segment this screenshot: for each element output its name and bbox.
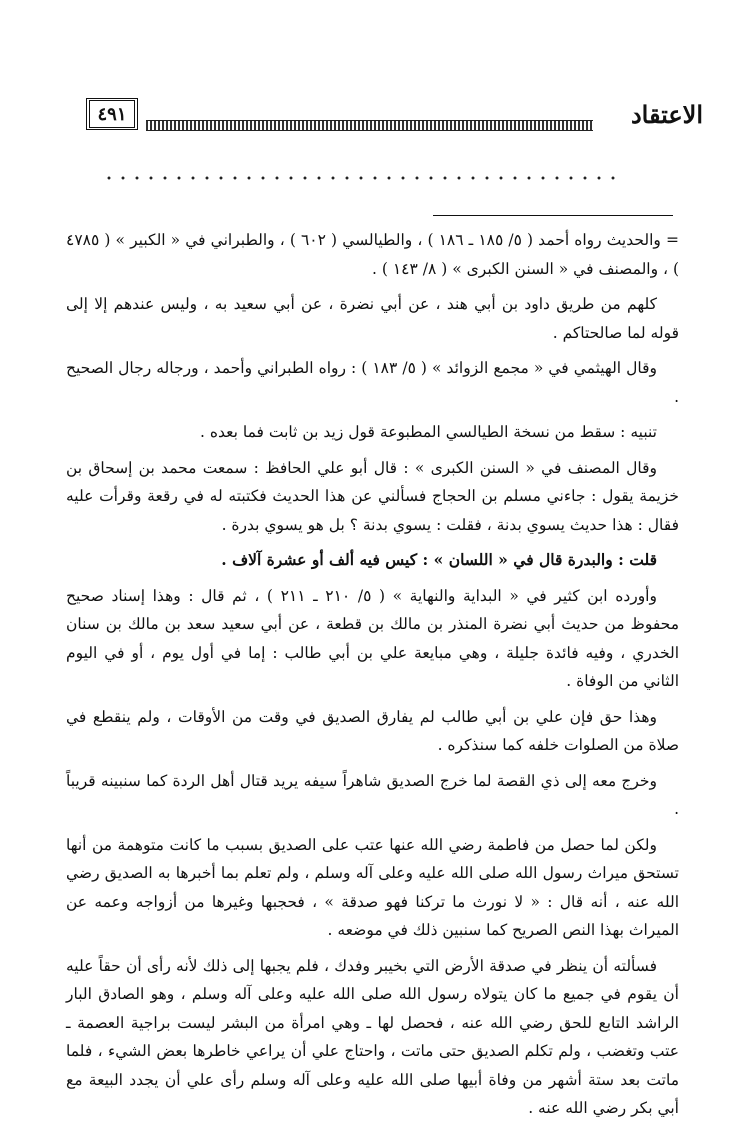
paragraph: ولكن لما حصل من فاطمة رضي الله عنها عتب على الصديق بسبب ما كانت متوهمة من أنها تستحق ميراث رسول الله صلى الله عليه وعلى آله وسلم ، ولم تعلم بما أخبرها به الصديق رضي الله عنه ، أنه قال : « لا نورث ما تركنا فهو صدقة » ، فحجبها وغيرها من أزواجه وعمه عن الميراث بهذا النص الصريح كما سنبين ذلك في موضعه . <box>66 835 679 939</box>
paragraph: قلت : والبدرة قال في « اللسان » : كيس فيه ألف أو عشرة آلاف . <box>221 550 657 569</box>
paragraph: = والحديث رواه أحمد ( ٥/ ١٨٥ ـ ١٨٦ ) ، والطيالسي ( ٦٠٢ ) ، والطبراني في « الكبير » ( ٤٧٨٥ ) ، والمصنف في « السنن الكبرى » ( ٨/ ١٤٣ ) . <box>66 231 679 278</box>
footnote-body <box>66 226 679 1130</box>
paragraph: كلهم من طريق داود بن أبي هند ، عن أبي نضرة ، عن أبي سعيد به ، وليس عندهم إلا إلى قوله لما صالحتاكم . <box>66 295 679 342</box>
paragraph: وقال الهيثمي في « مجمع الزوائد » ( ٥/ ١٨٣ ) : رواه الطبراني وأحمد ، ورجاله رجال الصحيح . <box>66 359 679 406</box>
page-number: ٤٩١ <box>86 98 138 130</box>
paragraph: وأورده ابن كثير في « البداية والنهاية » ( ٥/ ٢١٠ ـ ٢١١ ) ، ثم قال : وهذا إسناد صحيح محفوظ من حديث أبي نضرة المنذر بن مالك بن قطعة ، عن أبي سعيد سعد بن مالك بن سنان الخدري ، وفيه فائدة جليلة ، وهي مبايعة علي بن أبي طالب : إما في أول يوم ، أو في اليوم الثاني من الوفاة . <box>66 586 679 690</box>
paragraph: تنبيه : سقط من نسخة الطيالسي المطبوعة قول زيد بن ثابت فما بعده . <box>200 423 657 441</box>
paragraph: وهذا حق فإن علي بن أبي طالب لم يفارق الصديق في وقت من الأوقات ، ولم ينقطع في صلاة من الصلوات خلفه كما سنذكره . <box>66 707 679 754</box>
dotted-separator <box>102 175 623 181</box>
footnote-rule <box>433 215 673 216</box>
paragraph: وقال المصنف في « السنن الكبرى » : قال أبو علي الحافظ : سمعت محمد بن إسحاق بن خزيمة يقول : جاءني مسلم بن الحجاج فسألني عن هذا الحديث فكتبته له في رقعة وقرأت عليه فقال : هذا حديث يسوي بدنة ، فقلت : يسوي بدنة ؟ بل هو يسوي بدرة . <box>66 458 679 534</box>
header-rule <box>146 120 593 131</box>
paragraph: فسألته أن ينظر في صدقة الأرض التي بخيبر وفدك ، فلم يجبها إلى ذلك لأنه رأى أن حقاً عليه أن يقوم في جميع ما كان يتولاه رسول الله صلى الله عليه وعلى آله وسلم ، وهو الصادق البار الراشد التابع للحق رضي الله عنه ، فحصل لها ـ وهي امرأة من البشر ليست براجية العصمة ـ عتب وتغضب ، ولم تكلم الصديق حتى ماتت ، واحتاج علي أن يراعي خاطرها بعض الشيء ، فلما ماتت بعد ستة أشهر من وفاة أبيها صلى الله عليه وعلى آله وسلم رأى علي أن يجدد البيعة مع أبي بكر رضي الله عنه . <box>66 956 679 1117</box>
running-header-title: الاعتقاد <box>630 100 703 129</box>
paragraph: وخرج معه إلى ذي القصة لما خرج الصديق شاهراً سيفه يريد قتال أهل الردة كما سنبينه قريباً . <box>66 771 679 818</box>
